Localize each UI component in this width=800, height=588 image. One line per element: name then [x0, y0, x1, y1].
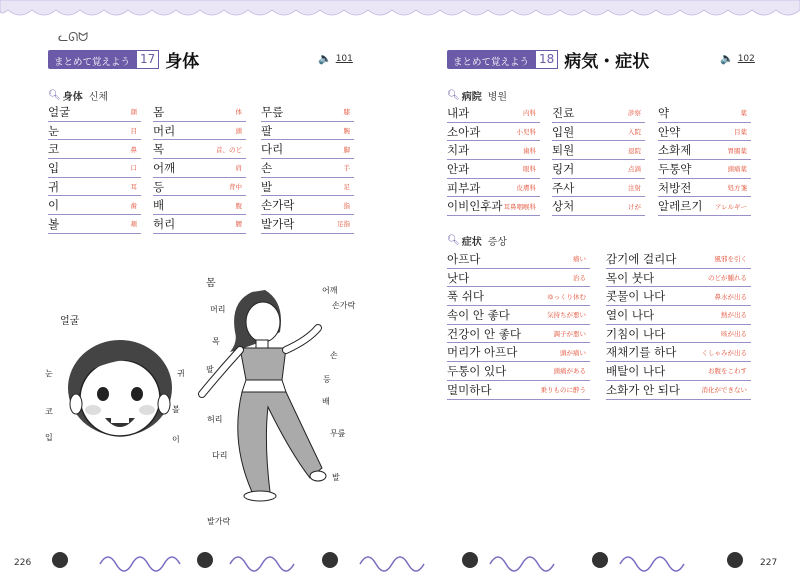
japanese-meaning: 痛い [573, 255, 586, 264]
section-label: まとめて覚えよう [48, 50, 136, 69]
japanese-meaning: 顔 [130, 108, 137, 117]
label-ear: 귀 [177, 369, 185, 378]
vocab-row [48, 215, 141, 234]
japanese-meaning: 入院 [628, 128, 641, 137]
korean-word: 목 [153, 142, 165, 157]
japanese-meaning: 処方箋 [727, 184, 747, 193]
japanese-meaning: 背中 [229, 183, 242, 192]
label-arm: 팔 [206, 365, 214, 374]
magnifier-icon: 🔍︎ [447, 90, 460, 101]
vocab-row [606, 343, 751, 362]
vocab-column-1 [48, 103, 141, 234]
japanese-meaning: 頭が痛い [560, 348, 586, 357]
korean-word: 어깨 [153, 160, 176, 175]
speaker-icon: 🔈 [720, 52, 734, 65]
korean-word: 배탈이 나다 [606, 363, 666, 378]
japanese-meaning: 足指 [337, 220, 350, 229]
face-title-label: 얼굴 [60, 316, 80, 327]
page-number-left: 226 [14, 558, 32, 568]
japanese-meaning: 風邪を引く [714, 255, 747, 264]
vocab-row [153, 122, 246, 141]
vocab-row [606, 362, 751, 381]
korean-word: 손가락 [261, 198, 295, 213]
korean-word: 두통이 있다 [447, 363, 507, 378]
vocab-row [552, 104, 645, 123]
vocab-row [447, 197, 540, 216]
vocab-row [261, 140, 354, 159]
page-number-right: 227 [760, 558, 778, 568]
vocab-row [552, 179, 645, 198]
hospital-column-3 [658, 104, 751, 216]
japanese-meaning: 注射 [628, 184, 641, 193]
korean-word: 약 [658, 105, 670, 120]
korean-word: 소화제 [658, 143, 692, 158]
korean-word: 건강이 안 좋다 [447, 326, 521, 341]
japanese-meaning: 耳鼻咽喉科 [503, 202, 536, 211]
vocab-row [153, 178, 246, 197]
body-illustration [190, 282, 370, 512]
vocab-row [658, 123, 751, 142]
korean-word: 얼굴 [48, 104, 71, 119]
japanese-meaning: 体 [235, 108, 242, 117]
japanese-meaning: 熱が出る [721, 311, 747, 320]
vocab-row [552, 141, 645, 160]
japanese-meaning: 腕 [343, 127, 350, 136]
vocab-row [261, 103, 354, 122]
symptoms-column-1 [447, 250, 590, 400]
vocab-row [153, 196, 246, 215]
japanese-meaning: 口 [130, 164, 137, 173]
vocab-row [606, 325, 751, 344]
korean-word: 재채기를 하다 [606, 345, 677, 360]
korean-word: 코 [48, 142, 60, 157]
vocab-row [261, 196, 354, 215]
japanese-meaning: アレルギー [714, 202, 747, 211]
japanese-meaning: 頭 [235, 127, 242, 136]
korean-word: 알레르기 [658, 199, 703, 214]
subheading-ko: 증상 [487, 237, 508, 248]
korean-word: 열이 나다 [606, 307, 655, 322]
korean-word: 두통약 [658, 161, 692, 176]
label-leg: 다리 [212, 451, 228, 460]
korean-word: 입 [48, 160, 60, 175]
face-illustration [55, 320, 185, 450]
section-title: 身体 [165, 51, 200, 72]
label-knee: 무릎 [330, 429, 346, 438]
hospital-column-1 [447, 104, 540, 216]
vocab-row [606, 381, 751, 400]
japanese-meaning: 頭痛がある [553, 367, 586, 376]
japanese-meaning: 目薬 [734, 128, 747, 137]
korean-word: 안과 [447, 161, 470, 176]
japanese-meaning: ゆっくり休む [547, 292, 586, 301]
japanese-meaning: 気持ちが悪い [547, 311, 586, 320]
korean-word: 처방전 [658, 180, 692, 195]
vocab-row [153, 215, 246, 234]
magnifier-icon: 🔍︎ [447, 235, 460, 246]
vocab-row [552, 197, 645, 216]
hospital-column-2 [552, 104, 645, 216]
japanese-meaning: 目 [130, 127, 137, 136]
vocab-row [447, 269, 590, 288]
japanese-meaning: 頬 [130, 220, 137, 229]
japanese-meaning: 治る [573, 274, 586, 283]
korean-word: 머리가 아프다 [447, 345, 518, 360]
label-eye: 눈 [45, 369, 53, 378]
magnifier-icon: 🔍︎ [48, 90, 61, 101]
subheading-ko: 신체 [88, 92, 109, 103]
vocab-row [48, 159, 141, 178]
label-neck: 목 [212, 337, 220, 346]
korean-word: 발 [261, 179, 273, 194]
korean-word: 내과 [447, 105, 470, 120]
label-toe: 발가락 [207, 517, 231, 526]
japanese-meaning: 肩 [235, 164, 242, 173]
japanese-meaning: 点滴 [628, 165, 641, 174]
speaker-icon: 🔈 [318, 52, 332, 65]
vocab-row [552, 123, 645, 142]
korean-word: 소화가 안 되다 [606, 382, 680, 397]
vocab-row [606, 287, 751, 306]
vocab-row [658, 141, 751, 160]
japanese-meaning: 眼科 [523, 165, 536, 174]
label-foot: 발 [332, 473, 340, 482]
vocab-row [447, 343, 590, 362]
label-mouth: 입 [45, 433, 53, 442]
label-hand: 손 [330, 351, 338, 360]
japanese-meaning: けが [628, 202, 641, 211]
label-cheek: 볼 [172, 405, 180, 414]
japanese-meaning: 指 [343, 201, 350, 210]
japanese-meaning: 膝 [343, 108, 350, 117]
korean-word: 속이 안 좋다 [447, 307, 510, 322]
subheading-jp: 病院 [461, 92, 482, 103]
korean-word: 이 [48, 198, 60, 213]
korean-word: 무릎 [261, 104, 284, 119]
label-head: 머리 [210, 305, 226, 314]
vocab-row [447, 123, 540, 142]
label-shoulder: 어깨 [322, 286, 338, 295]
symptoms-column-2 [606, 250, 751, 400]
vocab-row [447, 104, 540, 123]
korean-word: 주사 [552, 180, 575, 195]
vocab-column-2 [153, 103, 246, 234]
right-page [400, 0, 800, 588]
japanese-meaning: 歯科 [523, 146, 536, 155]
vocab-row [447, 381, 590, 400]
audio-track-number: 102 [737, 53, 755, 64]
korean-word: 귀 [48, 179, 60, 194]
korean-word: 목이 붓다 [606, 270, 655, 285]
japanese-meaning: 頭痛薬 [727, 165, 747, 174]
korean-word: 발가락 [261, 216, 295, 231]
vocab-row [447, 362, 590, 381]
vocab-row [447, 160, 540, 179]
vocab-row [48, 140, 141, 159]
korean-word: 감기에 걸리다 [606, 251, 677, 266]
japanese-meaning: のどが腫れる [708, 274, 747, 283]
section-number: 18 [535, 50, 558, 69]
korean-word: 퇴원 [552, 143, 575, 158]
label-finger: 손가락 [332, 301, 356, 310]
japanese-meaning: 調子が悪い [553, 330, 586, 339]
vocab-row [552, 160, 645, 179]
korean-word: 콧물이 나다 [606, 289, 666, 304]
subheading-symptoms [447, 233, 507, 248]
section-title: 病気・症状 [564, 51, 650, 72]
vocab-row [606, 269, 751, 288]
label-tooth: 이 [172, 435, 180, 444]
section-number: 17 [136, 50, 159, 69]
vocab-row [48, 196, 141, 215]
japanese-meaning: 首、のど [216, 145, 242, 154]
vocab-row [447, 306, 590, 325]
japanese-meaning: 鼻水が出る [714, 292, 747, 301]
bottom-decoration [0, 546, 800, 576]
korean-word: 손 [261, 160, 273, 175]
vocab-row [153, 159, 246, 178]
vocab-row [658, 104, 751, 123]
vocab-row [658, 197, 751, 216]
vocab-row [261, 159, 354, 178]
japanese-meaning: 足 [343, 183, 350, 192]
korean-word: 다리 [261, 142, 284, 157]
korean-word: 낫다 [447, 270, 470, 285]
japanese-meaning: 胃腸薬 [727, 146, 747, 155]
japanese-meaning: 内科 [523, 109, 536, 118]
japanese-meaning: 手 [343, 164, 350, 173]
japanese-meaning: 腹 [235, 201, 242, 210]
korean-word: 이비인후과 [447, 199, 503, 214]
section-header-17 [48, 30, 200, 72]
body-title-label: 몸 [206, 278, 216, 289]
vocab-row [261, 122, 354, 141]
subheading-body [48, 88, 108, 103]
vocab-row [261, 178, 354, 197]
japanese-meaning: 耳 [130, 183, 137, 192]
vocab-row [153, 140, 246, 159]
korean-word: 등 [153, 179, 165, 194]
section-header-18 [447, 46, 649, 72]
vocab-row [153, 103, 246, 122]
korean-word: 기침이 나다 [606, 326, 666, 341]
vocab-column-3 [261, 103, 354, 234]
korean-word: 치과 [447, 143, 470, 158]
vocab-row [606, 306, 751, 325]
vocab-row [48, 178, 141, 197]
japanese-meaning: 腰 [235, 220, 242, 229]
korean-word: 머리 [153, 123, 176, 138]
subheading-hospital [447, 88, 507, 103]
vocab-row [658, 179, 751, 198]
korean-word: 몸 [153, 104, 165, 119]
korean-word: 안약 [658, 124, 681, 139]
korean-word: 볼 [48, 216, 60, 231]
vocab-row [48, 122, 141, 141]
korean-word: 진료 [552, 105, 575, 120]
korean-word: 링거 [552, 161, 575, 176]
vocab-row [447, 250, 590, 269]
japanese-meaning: 皮膚科 [516, 184, 536, 193]
japanese-meaning: 退院 [628, 146, 641, 155]
japanese-meaning: お腹をこわす [708, 367, 747, 376]
vocab-row [658, 160, 751, 179]
korean-word: 멀미하다 [447, 382, 492, 397]
japanese-meaning: 咳が出る [721, 330, 747, 339]
japanese-meaning: 脚 [343, 145, 350, 154]
korean-word: 입원 [552, 124, 575, 139]
japanese-meaning: 歯 [130, 201, 137, 210]
vocab-row [606, 250, 751, 269]
vocab-row [447, 141, 540, 160]
vocab-row [48, 103, 141, 122]
japanese-meaning: 診察 [628, 109, 641, 118]
korean-word: 팔 [261, 123, 273, 138]
label-back: 등 [323, 375, 331, 384]
korean-word: 허리 [153, 216, 176, 231]
subheading-jp: 症状 [461, 237, 482, 248]
vocab-row [261, 215, 354, 234]
korean-word: 푹 쉬다 [447, 289, 484, 304]
japanese-meaning: 乗りものに酔う [540, 386, 586, 395]
japanese-meaning: 消化ができない [701, 386, 747, 395]
vocab-row [447, 287, 590, 306]
vocab-row [447, 179, 540, 198]
korean-word: 상처 [552, 199, 575, 214]
audio-track[interactable] [318, 52, 353, 65]
korean-word: 소아과 [447, 124, 481, 139]
cat-icon: ᓚᘏᗢ [58, 30, 89, 44]
japanese-meaning: 薬 [740, 109, 747, 118]
korean-word: 아프다 [447, 251, 481, 266]
audio-track[interactable] [720, 52, 755, 65]
label-belly: 배 [322, 397, 330, 406]
label-nose: 코 [45, 407, 53, 416]
korean-word: 배 [153, 198, 165, 213]
korean-word: 눈 [48, 123, 60, 138]
subheading-jp: 身体 [62, 92, 83, 103]
section-label: まとめて覚えよう [447, 50, 535, 69]
vocab-row [447, 325, 590, 344]
subheading-ko: 병원 [487, 92, 508, 103]
japanese-meaning: 小児科 [516, 128, 536, 137]
japanese-meaning: くしゃみが出る [701, 348, 747, 357]
label-waist: 허리 [207, 415, 223, 424]
korean-word: 피부과 [447, 180, 481, 195]
audio-track-number: 101 [335, 53, 353, 64]
japanese-meaning: 鼻 [130, 145, 137, 154]
